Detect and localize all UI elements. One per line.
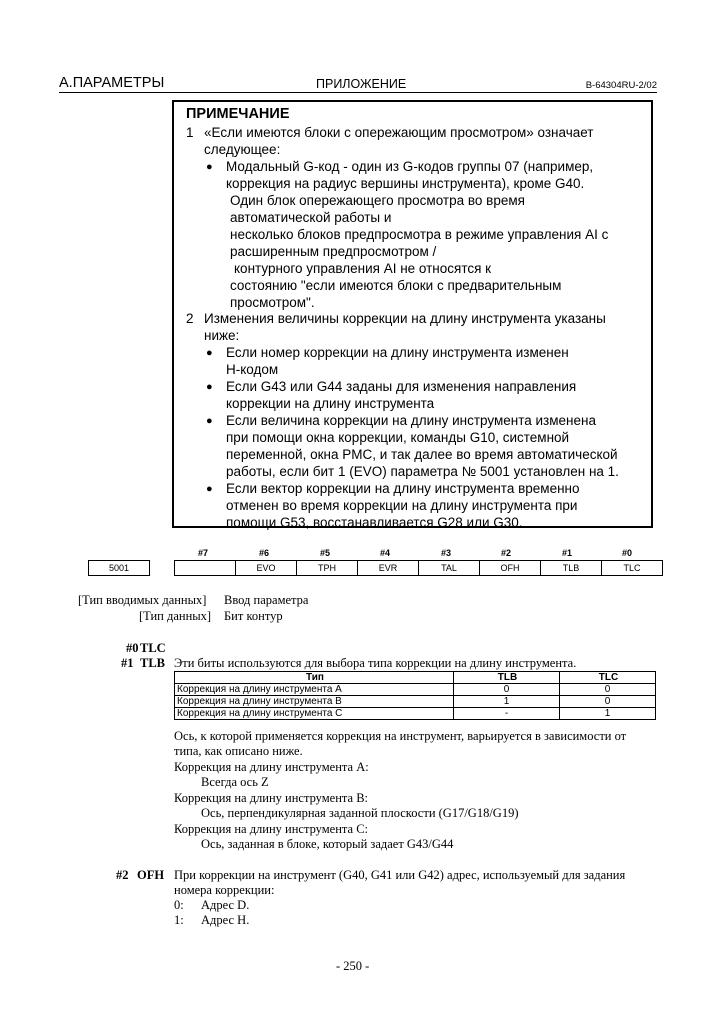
bit-header: #7 — [198, 548, 209, 558]
table-header: TLC — [560, 672, 656, 684]
paragraph-line: Ось, к которой применяется коррекция на инструмент, варьируется в зависимости от — [174, 729, 627, 743]
option-value: Адрес D. — [201, 898, 250, 912]
bit-header: #5 — [320, 548, 331, 558]
bit-cell: TPH — [297, 561, 358, 576]
note-bullet-line: расширенным предпросмотром / — [230, 244, 437, 259]
note-bullet-line: Если величина коррекции на длину инструмента изменена — [226, 413, 596, 428]
type-c-value: Ось, заданная в блоке, который задает G43/G44 — [201, 837, 454, 851]
bit-description: Эти биты используются для выбора типа коррекции на длину инструмента. — [174, 656, 577, 670]
type-c-label: Коррекция на длину инструмента C: — [174, 822, 369, 836]
note-bullet-line: автоматической работы и — [230, 210, 392, 225]
note-bullet-line: Если G43 или G44 заданы для изменения направления — [226, 379, 577, 394]
bit-cell — [175, 561, 236, 576]
bit-cell: OFH — [480, 561, 541, 576]
note-bullet-line: H-кодом — [226, 362, 279, 377]
note-item-number: 1 — [186, 125, 194, 140]
option-key: 0: — [174, 898, 184, 912]
note-item-number: 2 — [186, 311, 194, 326]
bit-header: #0 — [622, 548, 633, 558]
data-type-value: Бит контур — [224, 609, 283, 623]
table-cell: 0 — [560, 684, 656, 696]
bullet-icon: ● — [206, 483, 213, 495]
note-bullet-line: Если номер коррекции на длину инструмента изменен — [226, 345, 569, 360]
table-cell: Коррекция на длину инструмента B — [175, 696, 454, 708]
table-header: Тип — [175, 672, 454, 684]
bit-number: #1 — [121, 656, 134, 670]
note-bullet-line: Один блок опережающего просмотра во время — [230, 193, 525, 208]
bit-name: OFH — [137, 868, 165, 882]
type-a-label: Коррекция на длину инструмента A: — [174, 760, 369, 774]
compensation-type-table — [174, 671, 656, 720]
type-a-value: Всегда ось Z — [201, 775, 269, 789]
table-header: TLB — [454, 672, 560, 684]
note-box — [172, 100, 653, 528]
bit-name: TLB — [140, 656, 166, 670]
parameter-number: 5001 — [89, 561, 150, 576]
document-code: B-64304RU-2/02 — [585, 80, 657, 91]
parameter-bit-table — [88, 560, 663, 576]
table-cell: Коррекция на длину инструмента A — [175, 684, 454, 696]
note-bullet-line: состоянию "если имеются блоки с предварительным — [230, 278, 562, 293]
bit-header: #1 — [562, 548, 573, 558]
input-type-label: [Тип вводимых данных] — [78, 593, 207, 607]
bit-number: #2 — [116, 868, 129, 882]
bit-cell: TLB — [541, 561, 602, 576]
input-type-value: Ввод параметра — [224, 593, 309, 607]
section-title: А.ПАРАМЕТРЫ — [59, 75, 165, 91]
note-bullet-line: работы, если бит 1 (EVO) параметра № 5001 установлен на 1. — [226, 464, 619, 479]
note-bullet-line: помощи G53, восстанавливается G28 или G30. — [226, 515, 523, 530]
bullet-icon: ● — [206, 347, 213, 359]
paragraph-line: номера коррекции: — [174, 883, 275, 897]
bit-header: #3 — [441, 548, 452, 558]
type-b-value: Ось, перпендикулярная заданной плоскости (G17/G18/G19) — [201, 806, 519, 820]
note-item-line: Изменения величины коррекции на длину инструмента указаны — [204, 311, 606, 326]
table-row — [175, 708, 656, 720]
bit-cell: EVO — [236, 561, 297, 576]
note-bullet-line: контурного управления AI не относятся к — [234, 261, 492, 276]
table-cell: Коррекция на длину инструмента C — [175, 708, 454, 720]
bit-cell: TAL — [419, 561, 480, 576]
note-bullet-line: коррекция на радиус вершины инструмента), кроме G40. — [226, 176, 585, 191]
table-row — [175, 696, 656, 708]
data-type-label: [Тип данных] — [139, 609, 212, 623]
note-bullet-line: просмотром". — [230, 295, 315, 310]
page-number: - 250 - — [336, 959, 370, 973]
note-item-line: «Если имеются блоки с опережающим просмотром» означает — [204, 125, 594, 140]
chapter-title: ПРИЛОЖЕНИЕ — [316, 77, 407, 91]
table-cell: 0 — [454, 684, 560, 696]
note-title: ПРИМЕЧАНИЕ — [186, 106, 290, 122]
table-cell: - — [454, 708, 560, 720]
table-row — [175, 684, 656, 696]
page-header — [59, 76, 657, 93]
bit-cell: EVR — [358, 561, 419, 576]
note-item-line: ниже: — [204, 328, 240, 343]
table-cell: 1 — [454, 696, 560, 708]
note-bullet-line: при помощи окна коррекции, команды G10, системной — [226, 430, 570, 445]
note-bullet-line: переменной, окна PMC, и так далее во время автоматической — [226, 447, 618, 462]
bullet-icon: ● — [206, 381, 213, 393]
table-cell: 1 — [560, 708, 656, 720]
option-key: 1: — [174, 913, 184, 927]
paragraph-line: типа, как описано ниже. — [174, 744, 303, 758]
note-bullet-line: Если вектор коррекции на длину инструмента временно — [226, 481, 580, 496]
bit-cell: TLC — [602, 561, 663, 576]
note-bullet-line: Модальный G-код - один из G-кодов группы 07 (например, — [226, 159, 594, 174]
bit-header: #6 — [259, 548, 270, 558]
bit-header: #4 — [380, 548, 391, 558]
bit-name: TLC — [140, 641, 166, 655]
option-value: Адрес H. — [201, 913, 250, 927]
bullet-icon: ● — [206, 415, 213, 427]
note-bullet-line: несколько блоков предпросмотра в режиме управления AI с — [230, 227, 609, 242]
note-bullet-line: отменен во время коррекции на длину инструмента при — [226, 498, 578, 513]
bit-number: #0 — [126, 641, 139, 655]
table-cell: 0 — [560, 696, 656, 708]
bullet-icon: ● — [206, 161, 213, 173]
bit-header: #2 — [501, 548, 512, 558]
paragraph-line: При коррекции на инструмент (G40, G41 или G42) адрес, используемый для задания — [174, 868, 626, 882]
note-item-line: следующее: — [204, 142, 281, 157]
type-b-label: Коррекция на длину инструмента B: — [174, 791, 369, 805]
note-bullet-line: коррекции на длину инструмента — [226, 396, 435, 411]
